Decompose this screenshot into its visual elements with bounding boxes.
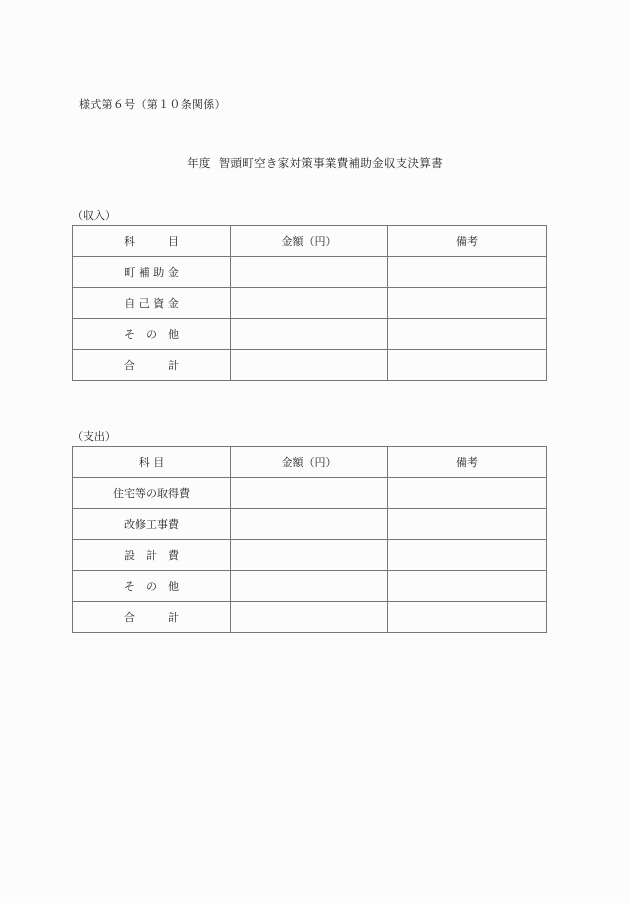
remarks-cell[interactable] xyxy=(388,257,547,288)
expenditure-header-row xyxy=(73,447,547,478)
row-item-label: 自 己 資 金 xyxy=(73,288,231,319)
income-row-own-funds xyxy=(73,288,547,319)
row-item-label: そ の 他 xyxy=(73,571,231,602)
document-title-text: 智頭町空き家対策事業費補助金収支決算書 xyxy=(218,156,443,170)
row-item-label: そ の 他 xyxy=(73,319,231,350)
remarks-cell[interactable] xyxy=(388,540,547,571)
amount-cell[interactable] xyxy=(231,571,388,602)
income-row-town-subsidy xyxy=(73,257,547,288)
amount-cell[interactable] xyxy=(231,319,388,350)
amount-cell[interactable] xyxy=(231,602,388,633)
row-item-label: 合 計 xyxy=(73,350,231,381)
amount-cell[interactable] xyxy=(231,540,388,571)
amount-cell[interactable] xyxy=(231,478,388,509)
income-row-total xyxy=(73,350,547,381)
expenditure-section-label: （支出） xyxy=(72,430,116,443)
remarks-cell[interactable] xyxy=(388,319,547,350)
row-item-label: 合 計 xyxy=(73,602,231,633)
income-header-row xyxy=(73,226,547,257)
column-header-amount: 金額（円） xyxy=(231,226,388,257)
column-header-item: 科 目 xyxy=(73,226,231,257)
column-header-remarks: 備考 xyxy=(388,447,547,478)
income-row-other xyxy=(73,319,547,350)
expenditure-row-other xyxy=(73,571,547,602)
row-item-label: 住宅等の取得費 xyxy=(73,478,231,509)
remarks-cell[interactable] xyxy=(388,288,547,319)
fiscal-year-label: 年度 xyxy=(187,156,211,170)
amount-cell[interactable] xyxy=(231,288,388,319)
income-table xyxy=(72,225,547,381)
expenditure-row-total xyxy=(73,602,547,633)
column-header-amount: 金額（円） xyxy=(231,447,388,478)
remarks-cell[interactable] xyxy=(388,571,547,602)
remarks-cell[interactable] xyxy=(388,602,547,633)
document-title xyxy=(0,155,630,171)
column-header-remarks: 備考 xyxy=(388,226,547,257)
remarks-cell[interactable] xyxy=(388,350,547,381)
expenditure-row-acquisition xyxy=(73,478,547,509)
row-item-label: 改修工事費 xyxy=(73,509,231,540)
amount-cell[interactable] xyxy=(231,509,388,540)
income-section-label: （収入） xyxy=(72,209,116,222)
expenditure-row-design xyxy=(73,540,547,571)
remarks-cell[interactable] xyxy=(388,509,547,540)
expenditure-table xyxy=(72,446,547,633)
remarks-cell[interactable] xyxy=(388,478,547,509)
row-item-label: 町 補 助 金 xyxy=(73,257,231,288)
expenditure-row-renovation xyxy=(73,509,547,540)
amount-cell[interactable] xyxy=(231,257,388,288)
row-item-label: 設 計 費 xyxy=(73,540,231,571)
form-number: 様式第６号（第１０条関係） xyxy=(79,98,226,111)
column-header-item: 科 目 xyxy=(73,447,231,478)
amount-cell[interactable] xyxy=(231,350,388,381)
